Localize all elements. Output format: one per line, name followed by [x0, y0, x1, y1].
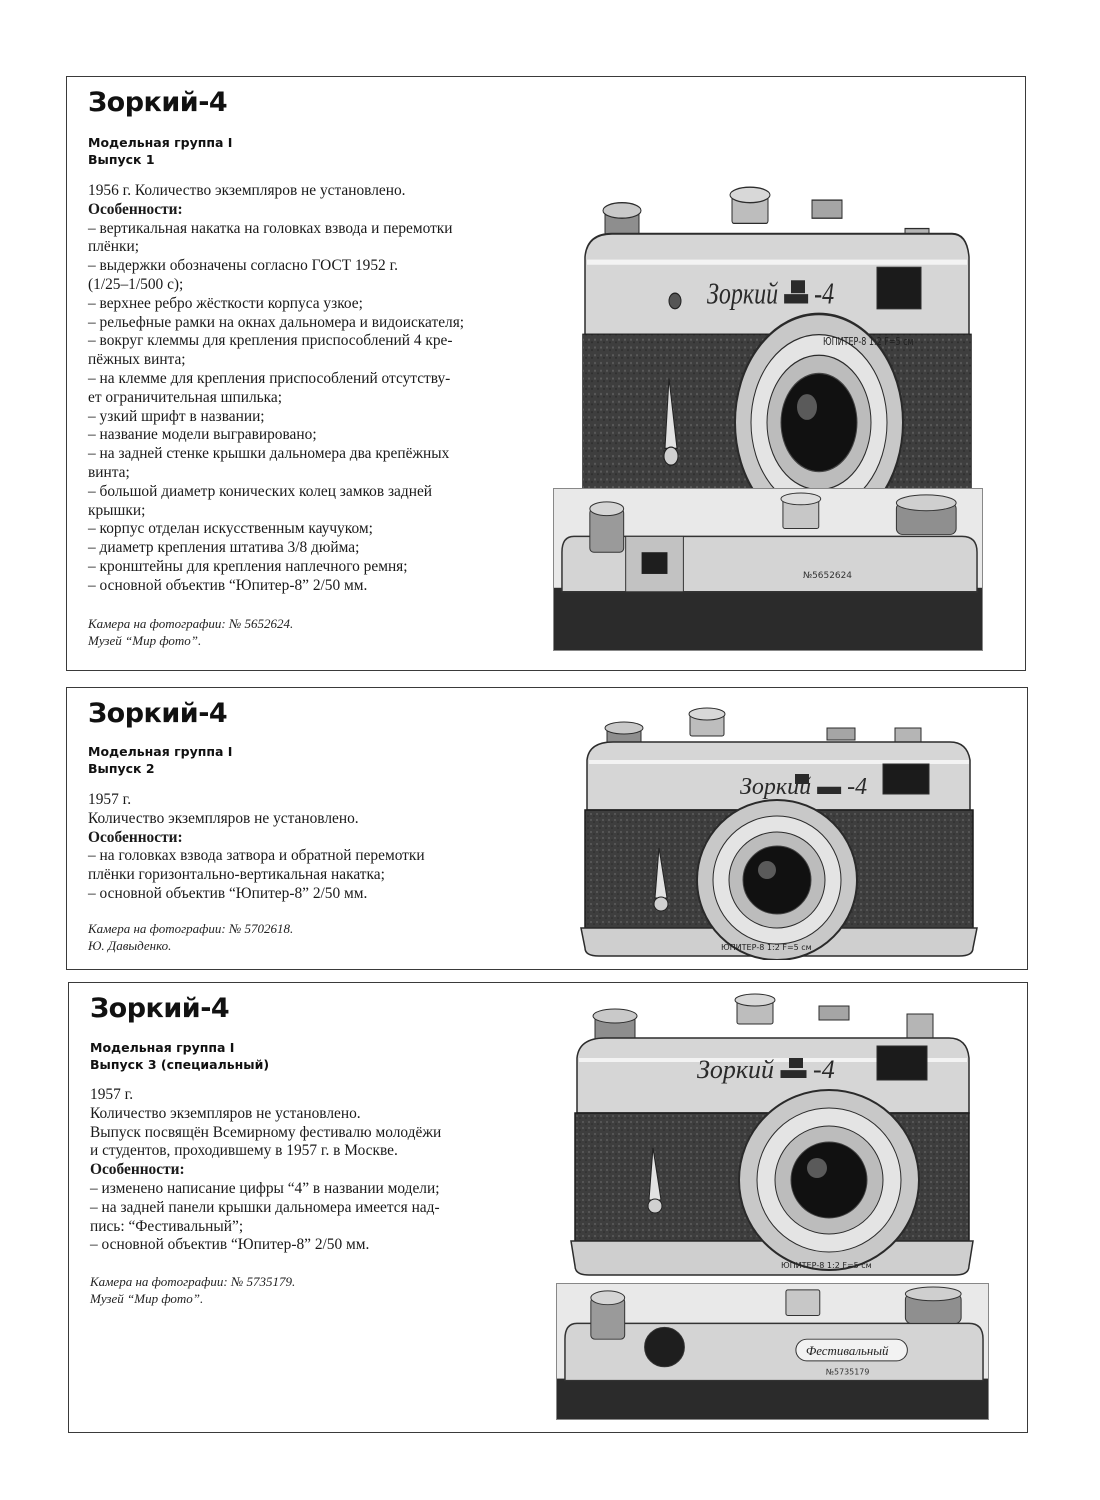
text-line: – на головках взвода затвора и обратной перемотки — [88, 847, 425, 865]
features-heading: Особенности: — [88, 828, 183, 846]
camera-card-release-1 — [66, 76, 1026, 671]
photo-caption — [88, 920, 293, 954]
text-line: – верхнее ребро жёсткости корпуса узкое; — [88, 294, 363, 312]
text-line: – основной объектив “Юпитер-8” 2/50 мм. — [90, 1236, 370, 1254]
text-line: – корпус отделан искусственным каучуком; — [88, 520, 373, 538]
text-line: – выдержки обозначены согласно ГОСТ 1952 г. — [88, 257, 399, 275]
text-line: – большой диаметр конических колец замков задней — [88, 482, 433, 500]
model-group-label: Модельная группа I — [90, 1040, 235, 1055]
release-label: Выпуск 1 — [88, 152, 155, 167]
text-line: 1956 г. Количество экземпляров не установлено. — [88, 182, 406, 199]
text-line: – вертикальная накатка на головках взвода и перемотки — [88, 219, 453, 237]
card-title: Зоркий-4 — [90, 993, 230, 1024]
text-line: Количество экземпляров не установлено. — [88, 809, 359, 827]
text-line: (1/25–1/500 с); — [88, 275, 184, 293]
camera-front-photo — [565, 698, 985, 960]
text-line: – диаметр крепления штатива 3/8 дюйма; — [88, 539, 360, 557]
camera-top-photo — [556, 1283, 989, 1420]
text-line: крышки; — [88, 501, 146, 519]
photo-caption — [90, 1273, 295, 1307]
model-engraving: Зоркий ▬ -4 — [697, 1055, 835, 1084]
model-engraving: Зоркий ▬ -4 — [740, 774, 868, 800]
release-label: Выпуск 2 — [88, 761, 155, 776]
caption-source: Музей “Мир фото”. — [90, 1291, 204, 1306]
caption-serial: Камера на фотографии: № 5652624. — [88, 616, 294, 631]
text-line: – рельефные рамки на окнах дальномера и видоискателя; — [88, 313, 465, 331]
text-line: Количество экземпляров не установлено. — [90, 1104, 361, 1122]
text-line: – основной объектив “Юпитер-8” 2/50 мм. — [88, 576, 368, 594]
description-text — [88, 182, 464, 596]
card-title: Зоркий-4 — [88, 698, 228, 729]
photo-caption — [88, 615, 293, 649]
text-line: – на задней стенке крышки дальномера два крепёжных — [88, 445, 450, 463]
caption-serial: Камера на фотографии: № 5735179. — [90, 1274, 296, 1289]
text-line: – узкий шрифт в названии; — [88, 407, 265, 425]
camera-card-release-2 — [66, 687, 1028, 970]
text-line: винта; — [88, 463, 130, 481]
text-line: ет ограничительная шпилька; — [88, 388, 283, 406]
text-line: – основной объектив “Юпитер-8” 2/50 мм. — [88, 884, 368, 902]
text-line: – изменено написание цифры “4” в названии модели; — [90, 1179, 440, 1197]
model-engraving: Зоркий ▬ -4 — [707, 276, 835, 312]
festival-plate: Фестивальный — [805, 1344, 889, 1358]
body-serial: №5735179 — [825, 1367, 870, 1377]
caption-serial: Камера на фотографии: № 5702618. — [88, 921, 294, 936]
description-text — [88, 791, 425, 904]
text-line: 1957 г. — [90, 1086, 134, 1103]
card-subtitle — [88, 134, 232, 168]
text-line: – кронштейны для крепления наплечного ремня; — [88, 557, 408, 575]
text-line: Выпуск посвящён Всемирному фестивалю молодёжи — [90, 1123, 442, 1141]
lens-engraving: ЮПИТЕР-8 1:2 F=5 см — [721, 943, 812, 952]
camera-top-illustration — [557, 1284, 988, 1419]
caption-source: Ю. Давыденко. — [88, 938, 172, 953]
text-line: плёнки горизонтально-вертикальная накатка; — [88, 866, 385, 884]
body-serial: №5652624 — [802, 570, 852, 581]
lens-engraving: ЮПИТЕР-8 1:2 F=5 см — [823, 335, 914, 349]
release-label: Выпуск 3 (специальный) — [90, 1057, 270, 1072]
model-group-label: Модельная группа I — [88, 744, 233, 759]
features-heading: Особенности: — [90, 1161, 185, 1179]
text-line: плёнки; — [88, 238, 139, 256]
card-subtitle — [88, 743, 232, 777]
description-text — [90, 1086, 441, 1255]
model-group-label: Модельная группа I — [88, 135, 233, 150]
camera-front-illustration — [557, 988, 982, 1281]
lens-engraving: ЮПИТЕР-8 1:2 F=5 см — [781, 1261, 872, 1270]
text-line: пись: “Фестивальный”; — [90, 1217, 244, 1235]
camera-front-photo — [557, 988, 982, 1281]
camera-front-illustration — [565, 698, 985, 960]
camera-top-illustration — [554, 489, 982, 650]
card-title: Зоркий-4 — [88, 87, 228, 118]
card-subtitle — [90, 1039, 269, 1073]
text-line: – на задней панели крышки дальномера имеется над- — [90, 1198, 440, 1216]
text-line: и студентов, проходившему в 1957 г. в Москве. — [90, 1142, 398, 1160]
text-line: пёжных винта; — [88, 351, 186, 369]
camera-card-release-3 — [68, 982, 1028, 1433]
text-line: – вокруг клеммы для крепления приспособлений 4 кре- — [88, 332, 453, 350]
caption-source: Музей “Мир фото”. — [88, 633, 202, 648]
features-heading: Особенности: — [88, 200, 183, 218]
text-line: 1957 г. — [88, 791, 132, 808]
camera-top-photo — [553, 488, 983, 651]
text-line: – название модели выгравировано; — [88, 426, 317, 444]
text-line: – на клемме для крепления приспособлений отсутству- — [88, 369, 451, 387]
